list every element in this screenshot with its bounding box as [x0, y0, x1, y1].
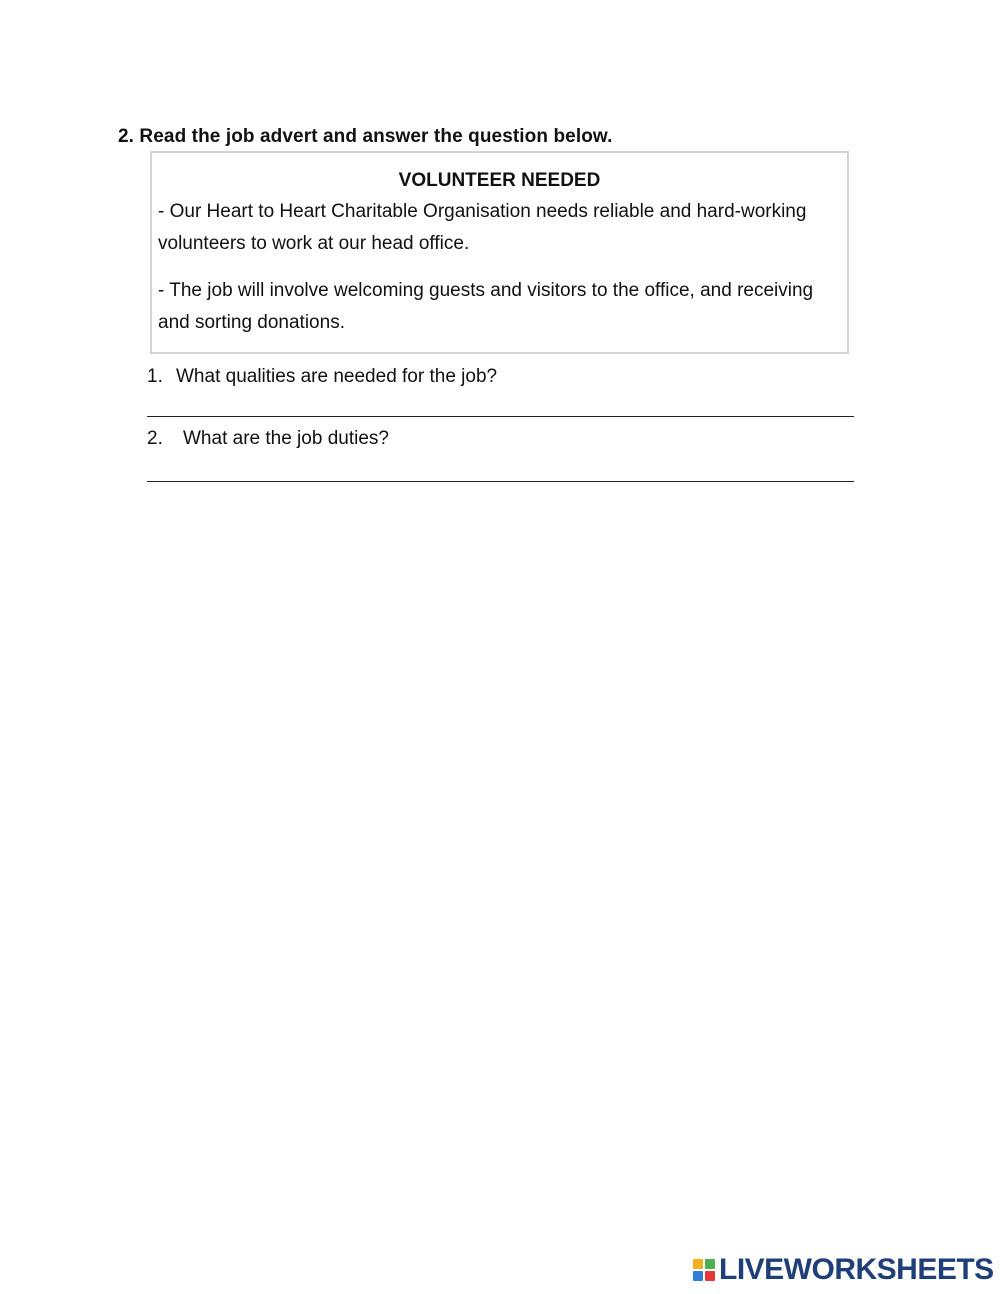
question-1 — [147, 366, 497, 388]
logo-cell — [705, 1271, 715, 1281]
advert-paragraph: - Our Heart to Heart Charitable Organisation needs reliable and hard-working volunteers to work at our head office. — [158, 201, 807, 254]
logo-cell — [693, 1271, 703, 1281]
answer-line-1[interactable] — [147, 416, 854, 417]
liveworksheets-logo — [693, 1255, 994, 1285]
logo-mark-icon — [693, 1259, 715, 1281]
job-advert-box — [150, 151, 849, 354]
logo-cell — [693, 1259, 703, 1269]
exercise-heading: 2. Read the job advert and answer the question below. — [118, 126, 613, 147]
logo-cell — [705, 1259, 715, 1269]
logo-text: LIVEWORKSHEETS — [719, 1253, 994, 1286]
answer-line-2[interactable] — [147, 481, 854, 482]
question-text: What qualities are needed for the job? — [176, 366, 498, 387]
question-number: 1. — [147, 366, 163, 387]
question-text: What are the job duties? — [183, 428, 389, 449]
advert-paragraph: - The job will involve welcoming guests and visitors to the office, and receiving and sorting donations. — [158, 280, 814, 333]
advert-title: VOLUNTEER NEEDED — [398, 170, 601, 191]
question-2 — [147, 428, 389, 450]
question-number: 2. — [147, 428, 163, 449]
